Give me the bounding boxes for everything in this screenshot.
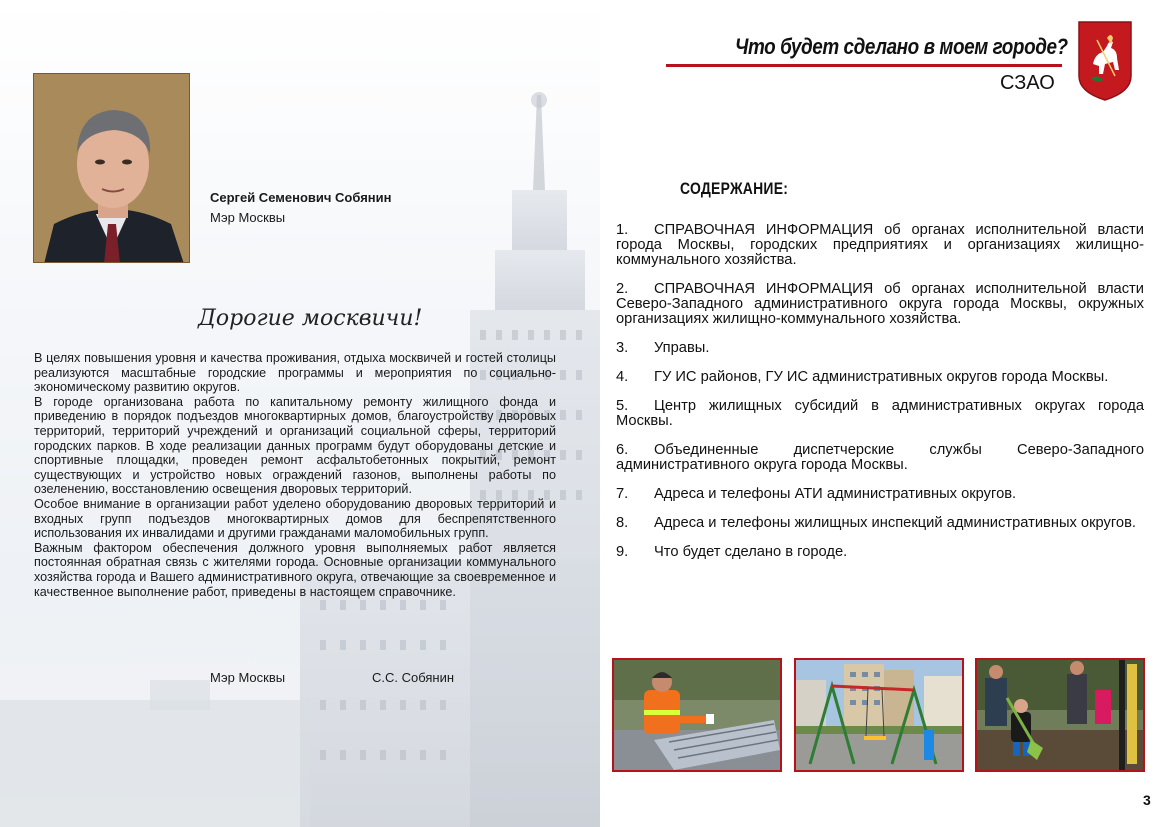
right-page [600,0,1169,827]
toc-item-text: Адреса и телефоны АТИ административных округов. [654,486,1017,502]
toc-item-number: 5. [616,398,629,414]
toc-item[interactable] [616,282,1144,327]
toc-item-text: СПРАВОЧНАЯ ИНФОРМАЦИЯ об органах исполнительной власти Северо-Западного административного округа города Москвы, окружных организациях жилищно-коммунального хозяйства. [616,281,1144,327]
signature-name: С.С. Собянин [372,670,455,685]
letter-paragraph: Особое внимание в организации работ уделено оборудованию дворовых территорий и входных групп подъездов многоквартирных домов для беспрепятственного использования их инвалидами и другими гражданами маломобильных групп. [34,496,556,541]
photo-worker-painting-bench [612,658,782,772]
mayor-letter [34,351,556,599]
toc-item[interactable] [616,516,1144,531]
toc-item-text: Центр жилищных субсидий в административных округах города Москвы. [616,398,1144,429]
toc-item-text: Адреса и телефоны жилищных инспекций административных округов. [654,515,1136,531]
mayor-name: Сергей Семенович Собянин [210,190,392,205]
toc-item-text: Объединенные диспетчерские службы Северо-Западного административного округа города Москвы. [616,442,1144,473]
toc-item-number: 3. [616,340,629,356]
mayor-title: Мэр Москвы [210,210,286,225]
toc-item-text: Что будет сделано в городе. [654,544,848,560]
signature-position: Мэр Москвы [210,670,286,685]
toc-item[interactable] [616,223,1144,268]
toc-item[interactable] [616,545,1144,560]
letter-paragraph: В целях повышения уровня и качества проживания, отдыха москвичей и гостей столицы реализуются масштабные городские программы и мероприятия по социально-экономическому развитию округов. [34,351,556,395]
photo-strip [612,658,1145,772]
portrait-image [34,74,190,263]
toc-item-number: 6. [616,442,629,458]
letter-paragraph: Важным фактором обеспечения должного уровня выполняемых работ является постоянная обратная связь с жителями города. Основные организации коммунального хозяйства города и Вашего административного округа, отвечающие за своевременное и качественное выполнение работ, приведены в настоящем справочнике. [34,540,556,599]
toc-item-text: СПРАВОЧНАЯ ИНФОРМАЦИЯ об органах исполнительной власти города Москвы, городских предприятиях и организациях жилищно-коммунального хозяйства. [616,222,1144,268]
toc-item-text: ГУ ИС районов, ГУ ИС административных округов города Москвы. [654,369,1109,385]
toc-item-number: 1. [616,222,629,238]
toc-item-number: 4. [616,369,629,385]
moscow-coat-of-arms-icon [1077,18,1133,102]
toc-item[interactable] [616,341,1144,356]
toc-item-text: Управы. [654,340,710,356]
toc-item[interactable] [616,370,1144,385]
greeting-heading: Дорогие москвичи! [198,306,423,331]
toc-item-number: 9. [616,544,629,560]
header-divider [666,64,1062,67]
header-title: Что будет сделано в моем городе? [735,34,1068,59]
toc-item-number: 8. [616,515,629,531]
letter-paragraph: В городе организована работа по капитальному ремонту жилищного фонда и приведению в порядок подъездов многоквартирных домов, благоустройству дворовых территорий, территорий учреждений и организаций социальной сферы, территорий городских парков. В ходе реализации данных программ будут оборудованы детские и спортивные площадки, проведен ремонт асфальтобетонных покрытий, ремонт существующих и устройство новых ограждений газонов, выполнены работы по озеленению, восстановлению освещения дворовых территорий. [34,394,556,497]
toc-item[interactable] [616,399,1144,429]
photo-tree-planting [975,658,1145,772]
table-of-contents [616,223,1144,574]
toc-item[interactable] [616,487,1144,502]
contents-title: СОДЕРЖАНИЕ: [680,179,789,198]
toc-item-number: 7. [616,486,629,502]
photo-playground [794,658,964,772]
mayor-portrait [33,73,190,263]
district-label: СЗАО [1000,72,1055,94]
page-number: 3 [1143,792,1151,808]
toc-item-number: 2. [616,281,629,297]
toc-item[interactable] [616,443,1144,473]
